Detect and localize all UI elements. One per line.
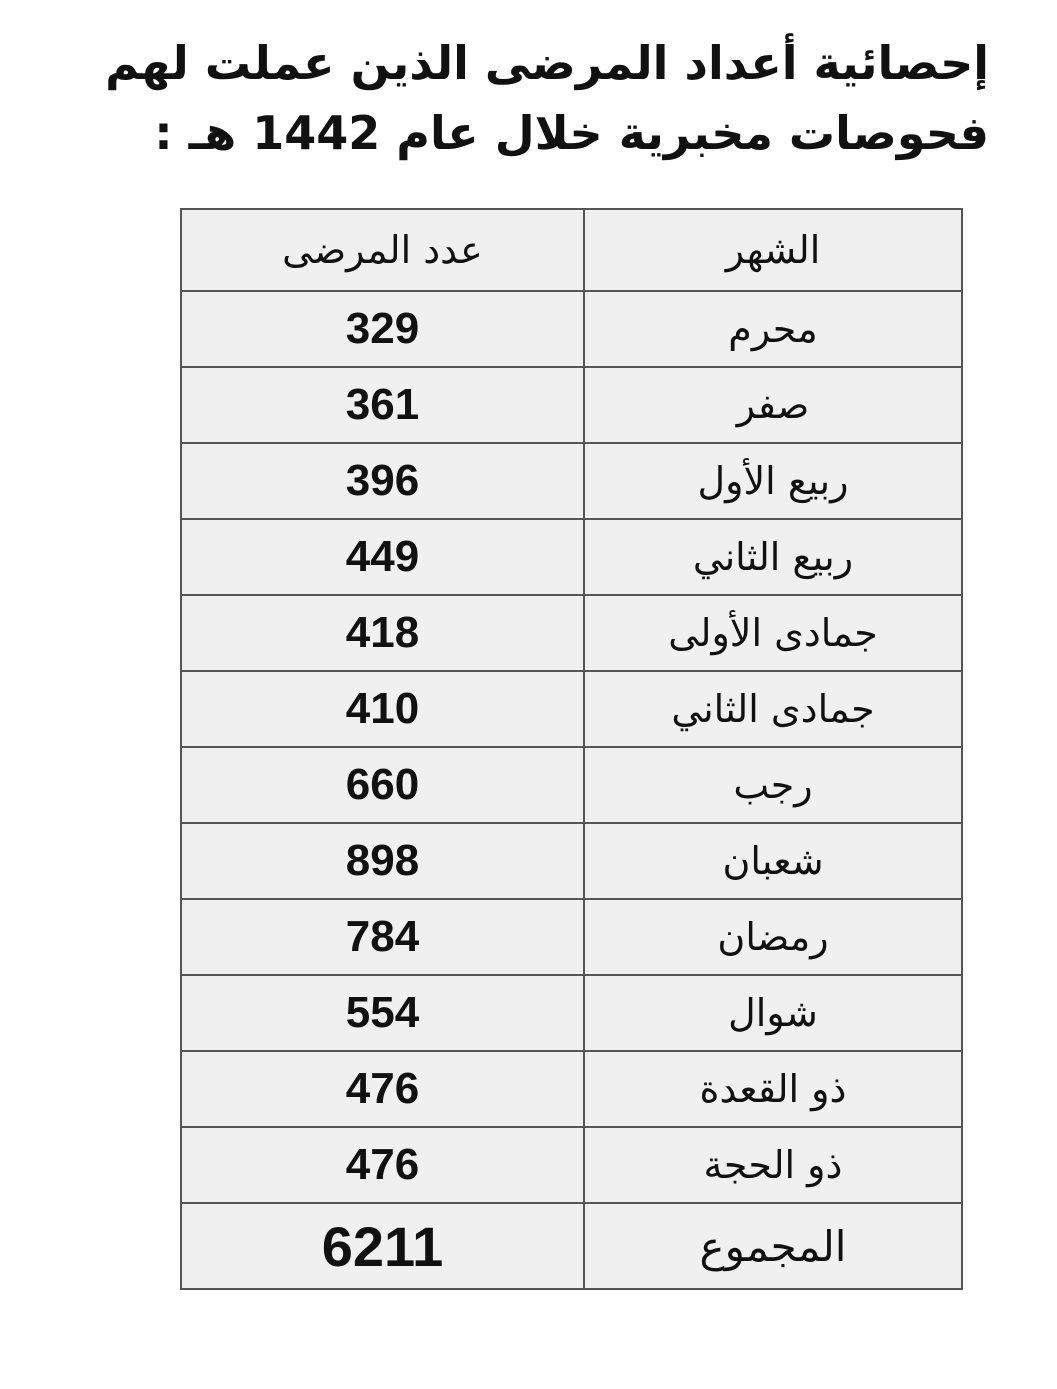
table-row	[181, 671, 962, 747]
month-cell: رمضان	[584, 899, 962, 975]
count-cell: 329	[181, 291, 584, 367]
total-row	[181, 1203, 962, 1289]
count-cell: 449	[181, 519, 584, 595]
table-row	[181, 443, 962, 519]
title-line-1: إحصائية أعداد المرضى الذين عملت لهم	[105, 36, 989, 90]
month-cell: رجب	[584, 747, 962, 823]
count-cell: 361	[181, 367, 584, 443]
table-row	[181, 595, 962, 671]
month-cell: محرم	[584, 291, 962, 367]
table-row	[181, 1051, 962, 1127]
count-cell: 660	[181, 747, 584, 823]
count-cell: 476	[181, 1051, 584, 1127]
count-cell: 410	[181, 671, 584, 747]
month-column-header: الشهر	[584, 209, 962, 291]
total-count: 6211	[181, 1203, 584, 1289]
table-row	[181, 823, 962, 899]
month-cell: ربيع الأول	[584, 443, 962, 519]
month-cell: ربيع الثاني	[584, 519, 962, 595]
title-line-2: فحوصات مخبرية خلال عام 1442 هـ :	[154, 106, 989, 160]
month-cell: شوال	[584, 975, 962, 1051]
table-row	[181, 975, 962, 1051]
table-row	[181, 519, 962, 595]
count-cell: 418	[181, 595, 584, 671]
month-cell: شعبان	[584, 823, 962, 899]
total-label: المجموع	[584, 1203, 962, 1289]
month-cell: ذو الحجة	[584, 1127, 962, 1203]
count-cell: 554	[181, 975, 584, 1051]
patients-stats-table	[180, 208, 963, 1290]
table-row	[181, 1127, 962, 1203]
page-title	[89, 28, 989, 168]
table-row	[181, 291, 962, 367]
table-row	[181, 747, 962, 823]
month-cell: جمادى الأولى	[584, 595, 962, 671]
table-row	[181, 367, 962, 443]
count-column-header: عدد المرضى	[181, 209, 584, 291]
table-row	[181, 899, 962, 975]
count-cell: 476	[181, 1127, 584, 1203]
month-cell: جمادى الثاني	[584, 671, 962, 747]
count-cell: 784	[181, 899, 584, 975]
table-header-row	[181, 209, 962, 291]
month-cell: صفر	[584, 367, 962, 443]
count-cell: 396	[181, 443, 584, 519]
month-cell: ذو القعدة	[584, 1051, 962, 1127]
count-cell: 898	[181, 823, 584, 899]
